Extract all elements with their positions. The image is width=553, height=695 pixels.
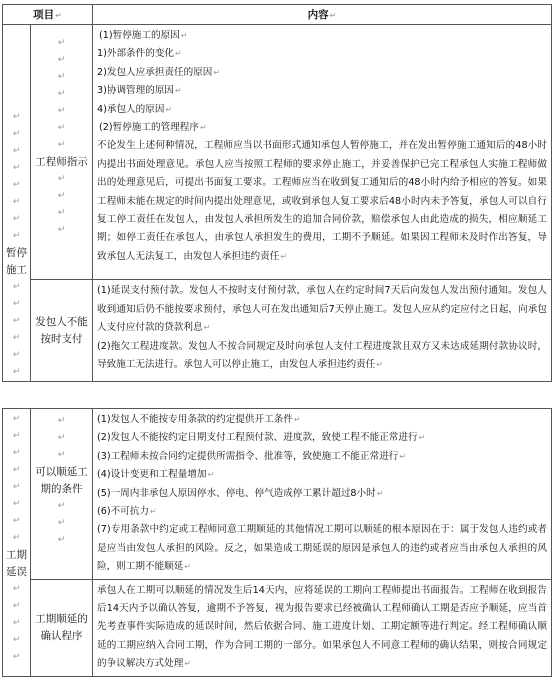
- content-line: 2)发包人应承担责任的原因↵: [97, 66, 221, 78]
- return-mark: ↵: [57, 416, 66, 426]
- return-mark: ↵: [12, 465, 21, 475]
- return-mark: ↵: [12, 414, 21, 424]
- suspension-table: [2, 4, 552, 382]
- return-mark: ↵: [12, 197, 21, 207]
- return-mark: ↵: [57, 140, 66, 150]
- header-content-text: 内容: [307, 9, 329, 21]
- engineer-instruction-row: [3, 25, 552, 280]
- suspension-label: 暂停: [6, 247, 27, 259]
- delay-category-cell: [3, 409, 31, 677]
- header-content: [93, 5, 552, 25]
- extension-conditions-label-cell: [31, 409, 93, 580]
- return-mark: ↵: [12, 333, 21, 343]
- return-mark: ↵: [57, 450, 66, 460]
- return-mark: ↵: [12, 601, 21, 611]
- return-mark: ↵: [12, 448, 21, 458]
- content-line: (6)不可抗力↵: [97, 505, 157, 517]
- return-mark: ↵: [12, 129, 21, 139]
- return-mark: ↵: [12, 350, 21, 360]
- suspension-category-cell: [3, 25, 31, 382]
- return-mark: ↵: [12, 146, 21, 156]
- extension-confirmation-label: 工期顺延的确认程序: [35, 612, 88, 642]
- content-line: (4)设计变更和工程量增加↵: [97, 469, 215, 481]
- extension-conditions-label: 可以顺延工期的条件: [35, 466, 88, 495]
- content-line: (2)发包人不能按约定日期支付工程预付款、进度款，致使工程不能正常进行↵: [97, 432, 426, 444]
- content-line: 1)外部条件的变化↵: [97, 48, 182, 60]
- suspension-label: 施工: [6, 264, 27, 276]
- employer-nonpayment-row: [3, 280, 552, 382]
- return-mark: ↵: [57, 174, 66, 184]
- return-mark: ↵: [12, 533, 21, 543]
- header-item: [3, 5, 93, 25]
- return-mark: ↵: [12, 516, 21, 526]
- return-mark: ↵: [57, 55, 66, 65]
- engineer-instruction-label: 工程师指示: [35, 156, 88, 168]
- return-mark: ↵: [57, 535, 66, 545]
- content-line: (5)一周内非承包人原因停水、停电、停气造成停工累计超过8小时↵: [97, 487, 384, 499]
- return-mark: ↵: [57, 501, 66, 511]
- return-mark: ↵: [57, 38, 66, 48]
- return-mark: ↵: [57, 225, 66, 235]
- return-mark: ↵: [329, 11, 337, 20]
- delay-label: 工期: [6, 549, 27, 561]
- return-mark: ↵: [12, 163, 21, 173]
- employer-nonpayment-label: 发包人不能按时支付: [35, 315, 88, 345]
- content-line: 3)协调管理的原因↵: [97, 85, 182, 97]
- extension-confirmation-content: [93, 579, 552, 676]
- return-mark: ↵: [57, 106, 66, 116]
- content-line: (1)发包人不能按专用条款的约定提供开工条件↵: [97, 414, 301, 425]
- delay-label: 延误: [6, 566, 27, 578]
- employer-nonpayment-content: [93, 280, 552, 382]
- content-line: (2)暂停施工的管理程序↵: [99, 121, 207, 133]
- content-paragraph: (1)延误支付预付款。发包人不按时支付预付款，承包人在约定时间7天后向发包人发出预付通知。发包人收到通知后仍不能按要求预付，承包人可在发出通知后7天停止施工。发包人应从约定应付之日起，向承包人支付应付款的贷款利息↵: [97, 285, 548, 334]
- return-mark: ↵: [12, 231, 21, 241]
- delay-table: [2, 408, 552, 677]
- employer-nonpayment-label-cell: [31, 280, 93, 382]
- return-mark: ↵: [12, 618, 21, 628]
- extension-conditions-row: [3, 409, 552, 580]
- content-line: (1)暂停施工的原因↵: [99, 30, 188, 41]
- return-mark: ↵: [12, 180, 21, 190]
- content-paragraph: 不论发生上述何种情况，工程师应当以书面形式通知承包人暂停施工，并在发出暂停施工通知后的48小时内提出书面处理意见。承包人应当按照工程师的要求停止施工，并妥善保护已完工程承包人实施工程师做出的处理意见后，可提出书面复工要求。工程师应当在收到复工通知后的48小时内给予相应的答复。如果工程师未能在规定的时间内提出处理意见，或收到承包人复工要求后48小时内未予答复，承包人可以自行复工停工责任在发包人，由发包人承担所发生的追加合同价款，赔偿承包人由此造成的损失，相应顺延工期；如停工责任在承包人，由承包人承担发生的费用，工期不予顺延。如果因工程师未及时作出答复，导致承包人无法复工，由发包人承担违约责任↵: [97, 140, 548, 262]
- return-mark: ↵: [57, 123, 66, 133]
- return-mark: ↵: [57, 191, 66, 201]
- return-mark: ↵: [55, 11, 62, 20]
- return-mark: ↵: [12, 635, 21, 645]
- return-mark: ↵: [12, 282, 21, 292]
- return-mark: ↵: [57, 433, 66, 443]
- table-header-row: [3, 5, 552, 25]
- return-mark: ↵: [12, 214, 21, 224]
- return-mark: ↵: [12, 584, 21, 594]
- return-mark: ↵: [12, 299, 21, 309]
- return-mark: ↵: [12, 367, 21, 377]
- return-mark: ↵: [12, 112, 21, 122]
- return-mark: ↵: [57, 208, 66, 218]
- extension-confirmation-row: [3, 579, 552, 676]
- return-mark: ↵: [57, 89, 66, 99]
- return-mark: ↵: [57, 518, 66, 528]
- return-mark: ↵: [12, 431, 21, 441]
- content-paragraph: (2)拖欠工程进度款。发包人不按合同规定及时向承包人支付工程进度款且双方又未达成延期付款协议时，导致施工无法进行。承包人可以停止施工，由发包人承担违约责任↵: [97, 340, 548, 371]
- return-mark: ↵: [12, 316, 21, 326]
- return-mark: ↵: [12, 482, 21, 492]
- content-line: (3)工程师未按合同约定提供所需指令、批准等，致使施工不能正常进行↵: [97, 450, 407, 462]
- return-mark: ↵: [12, 652, 21, 662]
- content-line: 4)承包人的原因↵: [97, 103, 173, 115]
- extension-confirmation-label-cell: [31, 579, 93, 676]
- engineer-instruction-label-cell: [31, 25, 93, 280]
- engineer-instruction-content: [93, 25, 552, 280]
- header-item-text: 项目: [33, 9, 55, 21]
- extension-conditions-content: [93, 409, 552, 580]
- content-paragraph: 承包人在工期可以顺延的情况发生后14天内，应将延误的工期向工程师提出书面报告。工程师在收到报告后14天内予以确认答复，逾期不予答复，视为报告要求已经被确认工程师确认工期是否应予顺延，应当首先考查事件实际造成的延误时间，然后依据合同、施工进度计划、工期定额等进行判定。经工程师确认顺延的工期应纳入合同工期，作为合同工期的一部分。如果承包人不同意工程师的确认结果，则按合同规定的争议解决方式处理↵: [97, 584, 547, 670]
- return-mark: ↵: [57, 72, 66, 82]
- return-mark: ↵: [12, 499, 21, 509]
- content-paragraph: (7)专用条款中约定或工程师同意工期顺延的其他情况工期可以顺延的根本原因在于：属于发包人违约或者是应当由发包人承担的风险。反之，如果造成工期延误的原因是承包人的违约或者应当由承包人承担的风险，则工期不能顺延↵: [97, 524, 547, 573]
